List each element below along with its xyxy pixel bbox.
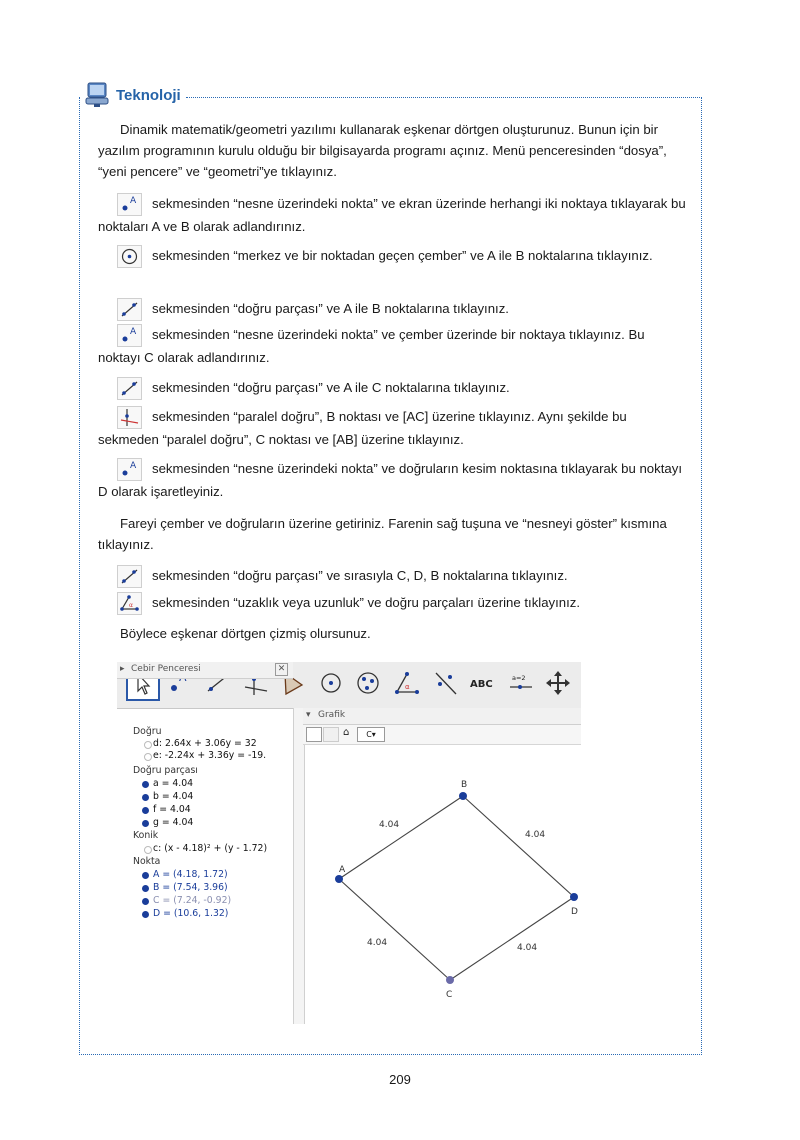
conic-tool-button[interactable] xyxy=(353,667,383,699)
algebra-view-title: Cebir Penceresi xyxy=(131,664,201,674)
distance-length-icon xyxy=(117,592,142,615)
point-on-object-icon xyxy=(117,193,142,216)
label-A: A xyxy=(339,865,346,875)
length-AB: 4.04 xyxy=(379,820,400,830)
step-7-text: sekmesinden “nesne üzerindeki nokta” ve doğruların kesim noktasına tıklayarak bu noktayı D olarak işaretleyiniz. xyxy=(98,461,682,500)
text-tool-button[interactable] xyxy=(468,667,498,699)
reflect-tool-button[interactable] xyxy=(431,667,461,699)
length-AC: 4.04 xyxy=(367,938,388,948)
segment-icon xyxy=(117,565,142,588)
visibility-toggle[interactable] xyxy=(142,885,149,892)
visibility-toggle[interactable] xyxy=(142,898,149,905)
collapse-arrow-icon[interactable]: ▾ xyxy=(306,710,311,720)
slider-tool-label: a=2 xyxy=(512,674,526,682)
grid-toggle-icon[interactable] xyxy=(323,727,339,742)
text-tool-label: ABC xyxy=(470,679,493,690)
step-4 xyxy=(98,324,690,368)
svg-text:A: A xyxy=(130,327,137,338)
step-2-text: sekmesinden “merkez ve bir noktadan geçen çember” ve A ile B noktalarına tıklayınız. xyxy=(152,248,653,263)
category-segment: Doğru parçası xyxy=(133,765,198,776)
step-7 xyxy=(98,458,690,502)
label-B: B xyxy=(461,780,468,790)
svg-text:A: A xyxy=(130,461,137,472)
segment-icon xyxy=(117,377,142,400)
step-6 xyxy=(98,406,690,450)
category-conic: Konik xyxy=(133,830,159,841)
collapse-arrow-icon[interactable]: ▸ xyxy=(120,664,125,674)
category-line: Doğru xyxy=(133,726,162,737)
section-title: Teknoloji xyxy=(116,86,181,104)
parallel-line-icon xyxy=(117,406,142,429)
step-3-text: sekmesinden “doğru parçası” ve A ile B noktalarına tıklayınız. xyxy=(152,301,509,316)
label-C: C xyxy=(446,990,453,1000)
segment-icon xyxy=(117,298,142,321)
category-point: Nokta xyxy=(133,856,161,867)
point-A-marker[interactable] xyxy=(335,875,343,883)
segment-BD[interactable] xyxy=(463,796,574,897)
step-5-text: sekmesinden “doğru parçası” ve A ile C noktalarına tıklayınız. xyxy=(152,380,510,395)
line-e[interactable]: e: -2.24x + 3.36y = -19. xyxy=(153,750,267,761)
graphics-view-header xyxy=(303,708,581,725)
step-9 xyxy=(98,592,690,615)
mouse-paragraph: Fareyi çember ve doğruların üzerine getiriniz. Farenin sağ tuşuna ve “nesneyi göster” kısmına tıklayınız. xyxy=(98,516,667,552)
segment-CD[interactable] xyxy=(450,897,574,980)
axes-toggle-icon[interactable] xyxy=(306,727,322,742)
visibility-toggle[interactable] xyxy=(142,807,149,814)
step-3 xyxy=(98,298,690,321)
segment-AB[interactable] xyxy=(339,796,463,879)
circle-tool-button[interactable] xyxy=(316,667,346,699)
graphics-view-title: Grafik xyxy=(318,710,346,720)
close-icon[interactable]: ✕ xyxy=(275,663,288,676)
label-D: D xyxy=(571,907,578,917)
segment-a[interactable]: a = 4.04 xyxy=(153,778,194,789)
step-8-text: sekmesinden “doğru parçası” ve sırasıyla C, D, B noktalarına tıklayınız. xyxy=(152,568,568,583)
visibility-toggle[interactable] xyxy=(142,781,149,788)
segment-AC[interactable] xyxy=(339,879,450,980)
intro-paragraph: Dinamik matematik/geometri yazılımı kullanarak eşkenar dörtgen oluşturunuz. Bunun için bir yazılım programının kurulu olduğu bir bilgisayarda programı açınız. Menü penceresinden “dosya”, “yeni pencere” ve “geometri”ye tıklayınız. xyxy=(98,122,667,179)
color-dropdown-icon[interactable]: C▾ xyxy=(357,727,385,742)
svg-text:α: α xyxy=(129,602,133,610)
point-B-marker[interactable] xyxy=(459,792,467,800)
step-2 xyxy=(98,245,690,268)
point-on-object-icon xyxy=(117,324,142,347)
segment-g[interactable]: g = 4.04 xyxy=(153,817,194,828)
geogebra-screenshot xyxy=(117,662,581,1024)
visibility-toggle[interactable] xyxy=(144,741,152,749)
segment-f[interactable]: f = 4.04 xyxy=(153,804,191,815)
visibility-toggle[interactable] xyxy=(142,911,149,918)
step-6-text: sekmesinden “paralel doğru”, B noktası ve [AC] üzerine tıklayınız. Aynı şekilde bu sekmeden “paralel doğru”, C noktası ve [AB] üzerine tıklayınız. xyxy=(98,409,627,448)
segment-b[interactable]: b = 4.04 xyxy=(153,791,194,802)
graphics-style-bar xyxy=(303,725,581,745)
algebra-view-header xyxy=(117,662,293,679)
visibility-toggle[interactable] xyxy=(142,794,149,801)
line-d[interactable]: d: 2.64x + 3.06y = 32 xyxy=(153,738,257,749)
visibility-toggle[interactable] xyxy=(142,872,149,879)
length-CD: 4.04 xyxy=(517,943,538,953)
home-icon[interactable]: ⌂ xyxy=(343,727,350,738)
visibility-toggle[interactable] xyxy=(144,753,152,761)
point-A[interactable]: A = (4.18, 1.72) xyxy=(153,869,228,880)
computer-icon xyxy=(84,81,110,109)
step-4-text: sekmesinden “nesne üzerindeki nokta” ve çember üzerinde bir noktaya tıklayınız. Bu noktayı C olarak adlandırınız. xyxy=(98,327,645,366)
step-1 xyxy=(98,193,690,237)
circle-center-point-icon xyxy=(117,245,142,268)
step-5 xyxy=(98,377,690,400)
step-1-text: sekmesinden “nesne üzerindeki nokta” ve ekran üzerinde herhangi iki noktaya tıklayarak bu noktaları A ve B olarak adlandırınız. xyxy=(98,196,686,235)
page-number: 209 xyxy=(389,1072,411,1087)
section-header xyxy=(84,80,181,110)
visibility-toggle[interactable] xyxy=(144,846,152,854)
point-C[interactable]: C = (7.24, -0.92) xyxy=(153,895,232,906)
visibility-toggle[interactable] xyxy=(142,820,149,827)
point-on-object-icon xyxy=(117,458,142,481)
graphics-canvas[interactable] xyxy=(303,745,581,1024)
length-BD: 4.04 xyxy=(525,830,546,840)
slider-tool-button[interactable] xyxy=(506,667,536,699)
move-view-tool-button[interactable] xyxy=(543,667,573,699)
point-D[interactable]: D = (10.6, 1.32) xyxy=(153,908,229,919)
step-9-text: sekmesinden “uzaklık veya uzunluk” ve doğru parçaları üzerine tıklayınız. xyxy=(152,595,581,610)
angle-tool-button[interactable] xyxy=(392,667,422,699)
point-C-marker[interactable] xyxy=(446,976,454,984)
point-D-marker[interactable] xyxy=(570,893,578,901)
svg-text:A: A xyxy=(130,196,137,207)
point-B[interactable]: B = (7.54, 3.96) xyxy=(153,882,228,893)
step-8 xyxy=(98,565,690,588)
svg-text:α: α xyxy=(405,683,410,691)
conic-c[interactable]: c: (x - 4.18)² + (y - 1.72) xyxy=(153,843,268,854)
closing-paragraph: Böylece eşkenar dörtgen çizmiş olursunuz. xyxy=(120,626,371,641)
